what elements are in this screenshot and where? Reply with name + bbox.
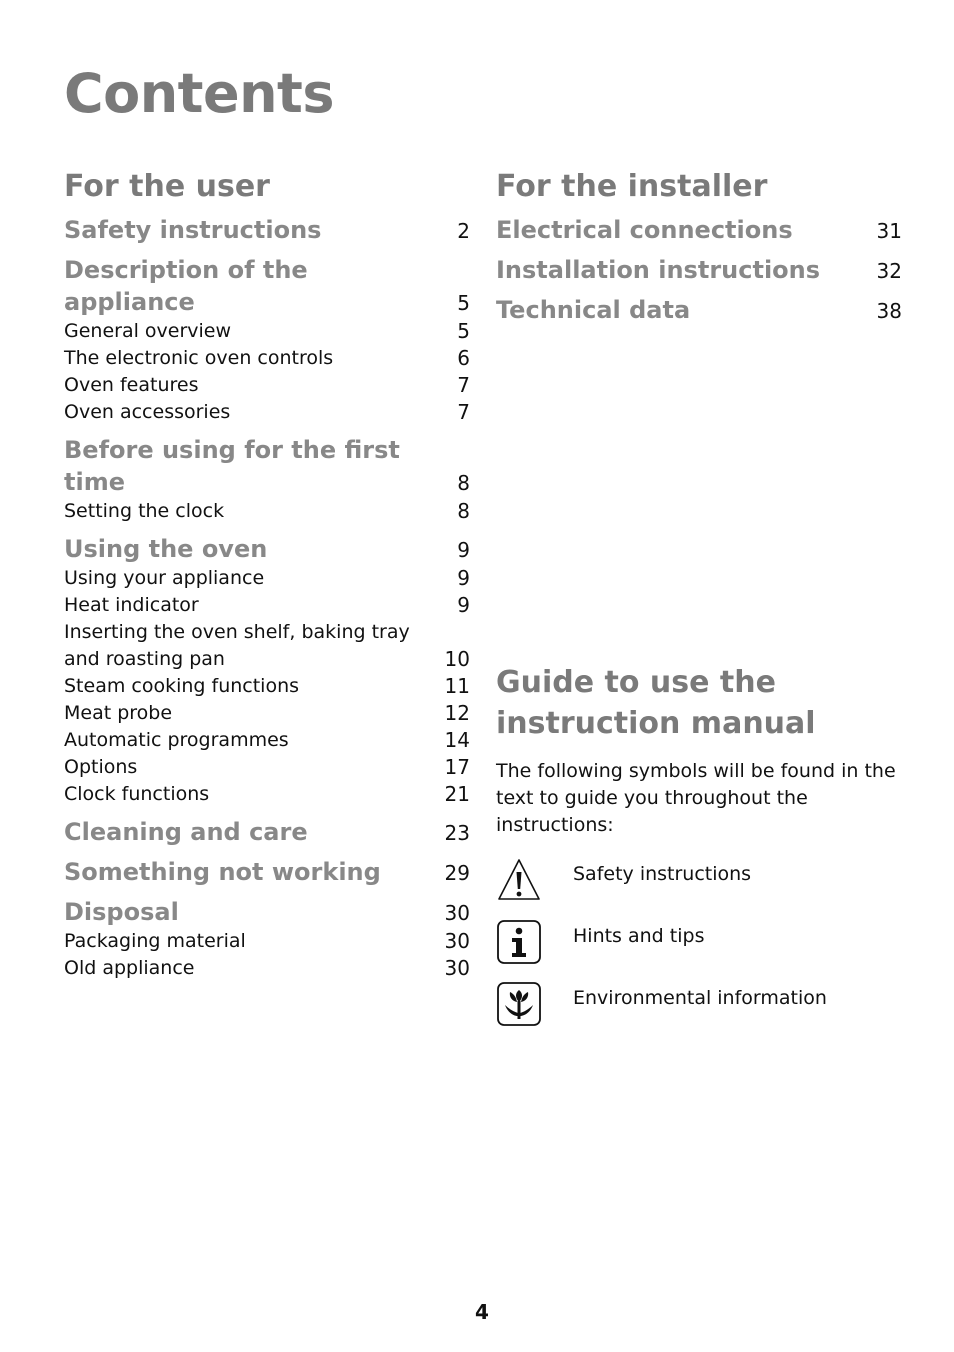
toc-section-title: Using the oven — [64, 535, 268, 563]
toc-section-entry — [496, 294, 902, 326]
toc-section-title: Disposal — [64, 898, 179, 926]
installer-section-heading: For the installer — [496, 169, 768, 204]
toc-section-title: Safety instructions — [64, 216, 322, 244]
guide-intro: The following symbols will be found in the text to guide you throughout the instructions: — [496, 760, 896, 836]
toc-page-number: 14 — [444, 728, 470, 752]
toc-section-entry — [64, 254, 470, 318]
toc-section-entry — [64, 533, 470, 565]
user-section — [64, 168, 470, 982]
toc-page-number: 12 — [444, 701, 470, 725]
guide-section — [496, 662, 916, 1027]
toc-subentry-title: The electronic oven controls — [64, 347, 334, 369]
toc-page-number: 29 — [444, 861, 470, 885]
toc-page-number: 5 — [457, 291, 470, 315]
toc-page-number: 17 — [444, 755, 470, 779]
warning-triangle-icon — [496, 857, 542, 903]
toc-section-entry — [64, 896, 470, 928]
toc-page-number: 7 — [457, 373, 470, 397]
toc-page-number: 6 — [457, 346, 470, 370]
info-icon — [496, 919, 542, 965]
symbol-row-hints — [496, 919, 916, 965]
page-title: Contents — [64, 62, 335, 125]
toc-page-number: 30 — [444, 956, 470, 980]
toc-section-entry — [496, 214, 902, 246]
toc-subentry-title: Automatic programmes — [64, 729, 289, 751]
toc-subentry-title: Using your appliance — [64, 567, 265, 589]
toc-page-number: 21 — [444, 782, 470, 806]
toc-subentry — [64, 372, 470, 399]
toc-subentry-title: Options — [64, 756, 138, 778]
toc-subentry — [64, 928, 470, 955]
toc-subentry — [64, 498, 470, 525]
toc-section-title: Before using for the first time — [64, 436, 400, 496]
toc-page-number: 8 — [457, 499, 470, 523]
toc-page-number: 9 — [457, 593, 470, 617]
toc-section-title: Description of the appliance — [64, 256, 308, 316]
user-section-heading: For the user — [64, 169, 270, 204]
toc-page-number: 9 — [457, 538, 470, 562]
toc-subentry — [64, 345, 470, 372]
toc-subentry-title: Inserting the oven shelf, baking tray and roasting pan — [64, 621, 410, 670]
toc-subentry — [64, 619, 470, 673]
toc-page-number: 5 — [457, 319, 470, 343]
toc-section-entry — [64, 856, 470, 888]
installer-section — [496, 168, 902, 326]
toc-page-number: 32 — [876, 259, 902, 283]
toc-page-number: 30 — [444, 901, 470, 925]
toc-page-number: 38 — [876, 299, 902, 323]
guide-heading: Guide to use the instruction manual — [496, 665, 816, 741]
toc-subentry-title: Steam cooking functions — [64, 675, 300, 697]
toc-subentry-title: Setting the clock — [64, 500, 225, 522]
toc-section-entry — [64, 434, 470, 498]
toc-subentry — [64, 781, 470, 808]
toc-page-number: 31 — [876, 219, 902, 243]
toc-subentry-title: Clock functions — [64, 783, 210, 805]
environment-flower-icon — [496, 981, 542, 1027]
toc-subentry — [64, 673, 470, 700]
toc-subentry — [64, 955, 470, 982]
toc-section-entry — [64, 214, 470, 246]
toc-section-entry — [496, 254, 902, 286]
toc-section-title: Cleaning and care — [64, 818, 308, 846]
toc-section-title: Technical data — [496, 296, 691, 324]
toc-subentry — [64, 727, 470, 754]
toc-section-title: Installation instructions — [496, 256, 821, 284]
toc-section-entry — [64, 816, 470, 848]
toc-subentry — [64, 700, 470, 727]
toc-subentry — [64, 565, 470, 592]
toc-page-number: 9 — [457, 566, 470, 590]
toc-subentry-title: Oven features — [64, 374, 199, 396]
toc-subentry-title: Heat indicator — [64, 594, 199, 616]
toc-subentry-title: Meat probe — [64, 702, 173, 724]
installer-toc-list — [496, 214, 902, 326]
toc-page-number: 7 — [457, 400, 470, 424]
toc-section-title: Something not working — [64, 858, 381, 886]
symbol-label-hints: Hints and tips — [573, 925, 705, 947]
toc-page-number: 23 — [444, 821, 470, 845]
toc-subentry — [64, 754, 470, 781]
symbol-label-safety: Safety instructions — [573, 863, 752, 885]
symbol-row-environment — [496, 981, 916, 1027]
toc-page-number: 11 — [444, 674, 470, 698]
toc-page-number: 2 — [457, 219, 470, 243]
user-toc-list — [64, 214, 470, 982]
symbol-label-environment: Environmental information — [573, 987, 827, 1009]
toc-subentry — [64, 318, 470, 345]
toc-page-number: 30 — [444, 929, 470, 953]
toc-subentry-title: Oven accessories — [64, 401, 231, 423]
toc-section-title: Electrical connections — [496, 216, 793, 244]
toc-subentry-title: Packaging material — [64, 930, 246, 952]
toc-subentry — [64, 592, 470, 619]
symbol-row-safety — [496, 857, 916, 903]
page-number: 4 — [475, 1300, 489, 1324]
toc-page-number: 10 — [444, 647, 470, 671]
toc-subentry-title: Old appliance — [64, 957, 195, 979]
toc-subentry — [64, 399, 470, 426]
toc-subentry-title: General overview — [64, 320, 232, 342]
toc-page-number: 8 — [457, 471, 470, 495]
